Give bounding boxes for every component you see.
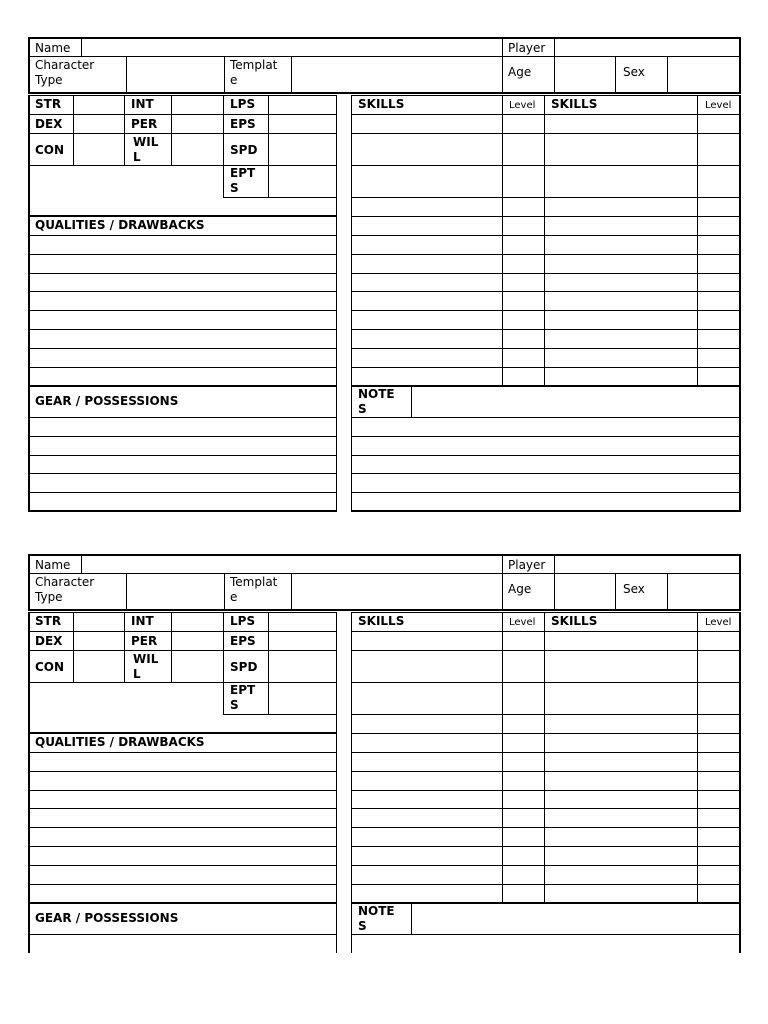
int-field[interactable] — [173, 96, 222, 113]
lps-field[interactable] — [270, 613, 335, 630]
epts-label: EPT S — [230, 683, 256, 712]
dex-label: DEX — [35, 117, 63, 131]
level-list-left[interactable] — [504, 115, 543, 385]
con-label: CON — [35, 143, 65, 157]
age-field[interactable] — [556, 58, 614, 92]
str-field[interactable] — [75, 613, 123, 630]
sex-label: Sex — [623, 582, 645, 596]
notes-area[interactable] — [353, 418, 739, 510]
wil-field[interactable] — [173, 134, 222, 164]
skills-heading-left: SKILLS — [358, 614, 405, 628]
level-list-right[interactable] — [699, 115, 739, 385]
epts-field[interactable] — [270, 166, 335, 196]
age-field[interactable] — [556, 575, 614, 609]
lps-label: LPS — [230, 614, 256, 628]
character-type-field[interactable] — [128, 58, 223, 92]
player-field[interactable] — [556, 556, 739, 573]
name-label: Name — [35, 41, 71, 55]
int-label: INT — [131, 614, 154, 628]
wil-field[interactable] — [173, 651, 222, 681]
notes-heading: NOTE S — [358, 387, 395, 416]
character-type-label: Character Type — [35, 575, 95, 604]
con-label: CON — [35, 660, 65, 674]
notes-heading: NOTE S — [358, 904, 395, 933]
spd-label: SPD — [230, 143, 258, 157]
wil-label: WIL L — [133, 135, 159, 164]
dex-label: DEX — [35, 634, 63, 648]
template-label: Templat e — [230, 58, 278, 87]
level-list-right[interactable] — [699, 632, 739, 902]
per-field[interactable] — [173, 115, 222, 132]
per-label: PER — [131, 634, 158, 648]
character-sheet-bottom — [0, 517, 768, 953]
name-field[interactable] — [83, 556, 501, 573]
skills-list-left[interactable] — [353, 632, 501, 902]
notes-field[interactable] — [413, 388, 739, 416]
level-heading-right: Level — [705, 100, 732, 111]
eps-field[interactable] — [270, 632, 335, 649]
str-label: STR — [35, 614, 62, 628]
gear-area[interactable] — [30, 418, 335, 510]
qualities-heading: QUALITIES / DRAWBACKS — [35, 218, 205, 232]
gear-heading: GEAR / POSSESSIONS — [35, 911, 179, 925]
skills-heading-right: SKILLS — [551, 97, 598, 111]
level-list-left[interactable] — [504, 632, 543, 902]
lps-field[interactable] — [270, 96, 335, 113]
spd-label: SPD — [230, 660, 258, 674]
skills-list-right[interactable] — [546, 115, 696, 385]
player-label: Player — [508, 41, 546, 55]
age-label: Age — [508, 582, 532, 596]
qualities-heading: QUALITIES / DRAWBACKS — [35, 735, 205, 749]
skills-heading-right: SKILLS — [551, 614, 598, 628]
gear-area[interactable] — [30, 935, 335, 953]
epts-label: EPT S — [230, 166, 256, 195]
eps-field[interactable] — [270, 115, 335, 132]
age-label: Age — [508, 65, 532, 79]
gear-heading: GEAR / POSSESSIONS — [35, 394, 179, 408]
str-field[interactable] — [75, 96, 123, 113]
template-field[interactable] — [293, 575, 501, 609]
spd-field[interactable] — [270, 651, 335, 681]
eps-label: EPS — [230, 117, 256, 131]
template-field[interactable] — [293, 58, 501, 92]
sex-field[interactable] — [669, 58, 739, 92]
player-label: Player — [508, 558, 546, 572]
character-type-label: Character Type — [35, 58, 95, 87]
per-field[interactable] — [173, 632, 222, 649]
notes-area[interactable] — [353, 935, 739, 953]
lps-label: LPS — [230, 97, 256, 111]
str-label: STR — [35, 97, 62, 111]
per-label: PER — [131, 117, 158, 131]
skills-list-right[interactable] — [546, 632, 696, 902]
name-label: Name — [35, 558, 71, 572]
int-label: INT — [131, 97, 154, 111]
level-heading-left: Level — [509, 100, 536, 111]
con-field[interactable] — [75, 134, 123, 164]
eps-label: EPS — [230, 634, 256, 648]
sex-field[interactable] — [669, 575, 739, 609]
character-type-field[interactable] — [128, 575, 223, 609]
dex-field[interactable] — [75, 632, 123, 649]
con-field[interactable] — [75, 651, 123, 681]
level-heading-left: Level — [509, 617, 536, 628]
dex-field[interactable] — [75, 115, 123, 132]
spd-field[interactable] — [270, 134, 335, 164]
player-field[interactable] — [556, 39, 739, 56]
epts-field[interactable] — [270, 683, 335, 713]
wil-label: WIL L — [133, 652, 159, 681]
sex-label: Sex — [623, 65, 645, 79]
name-field[interactable] — [83, 39, 501, 56]
level-heading-right: Level — [705, 617, 732, 628]
skills-heading-left: SKILLS — [358, 97, 405, 111]
skills-list-left[interactable] — [353, 115, 501, 385]
qualities-area[interactable] — [30, 753, 335, 901]
int-field[interactable] — [173, 613, 222, 630]
qualities-area[interactable] — [30, 236, 335, 384]
template-label: Templat e — [230, 575, 278, 604]
notes-field[interactable] — [413, 905, 739, 933]
